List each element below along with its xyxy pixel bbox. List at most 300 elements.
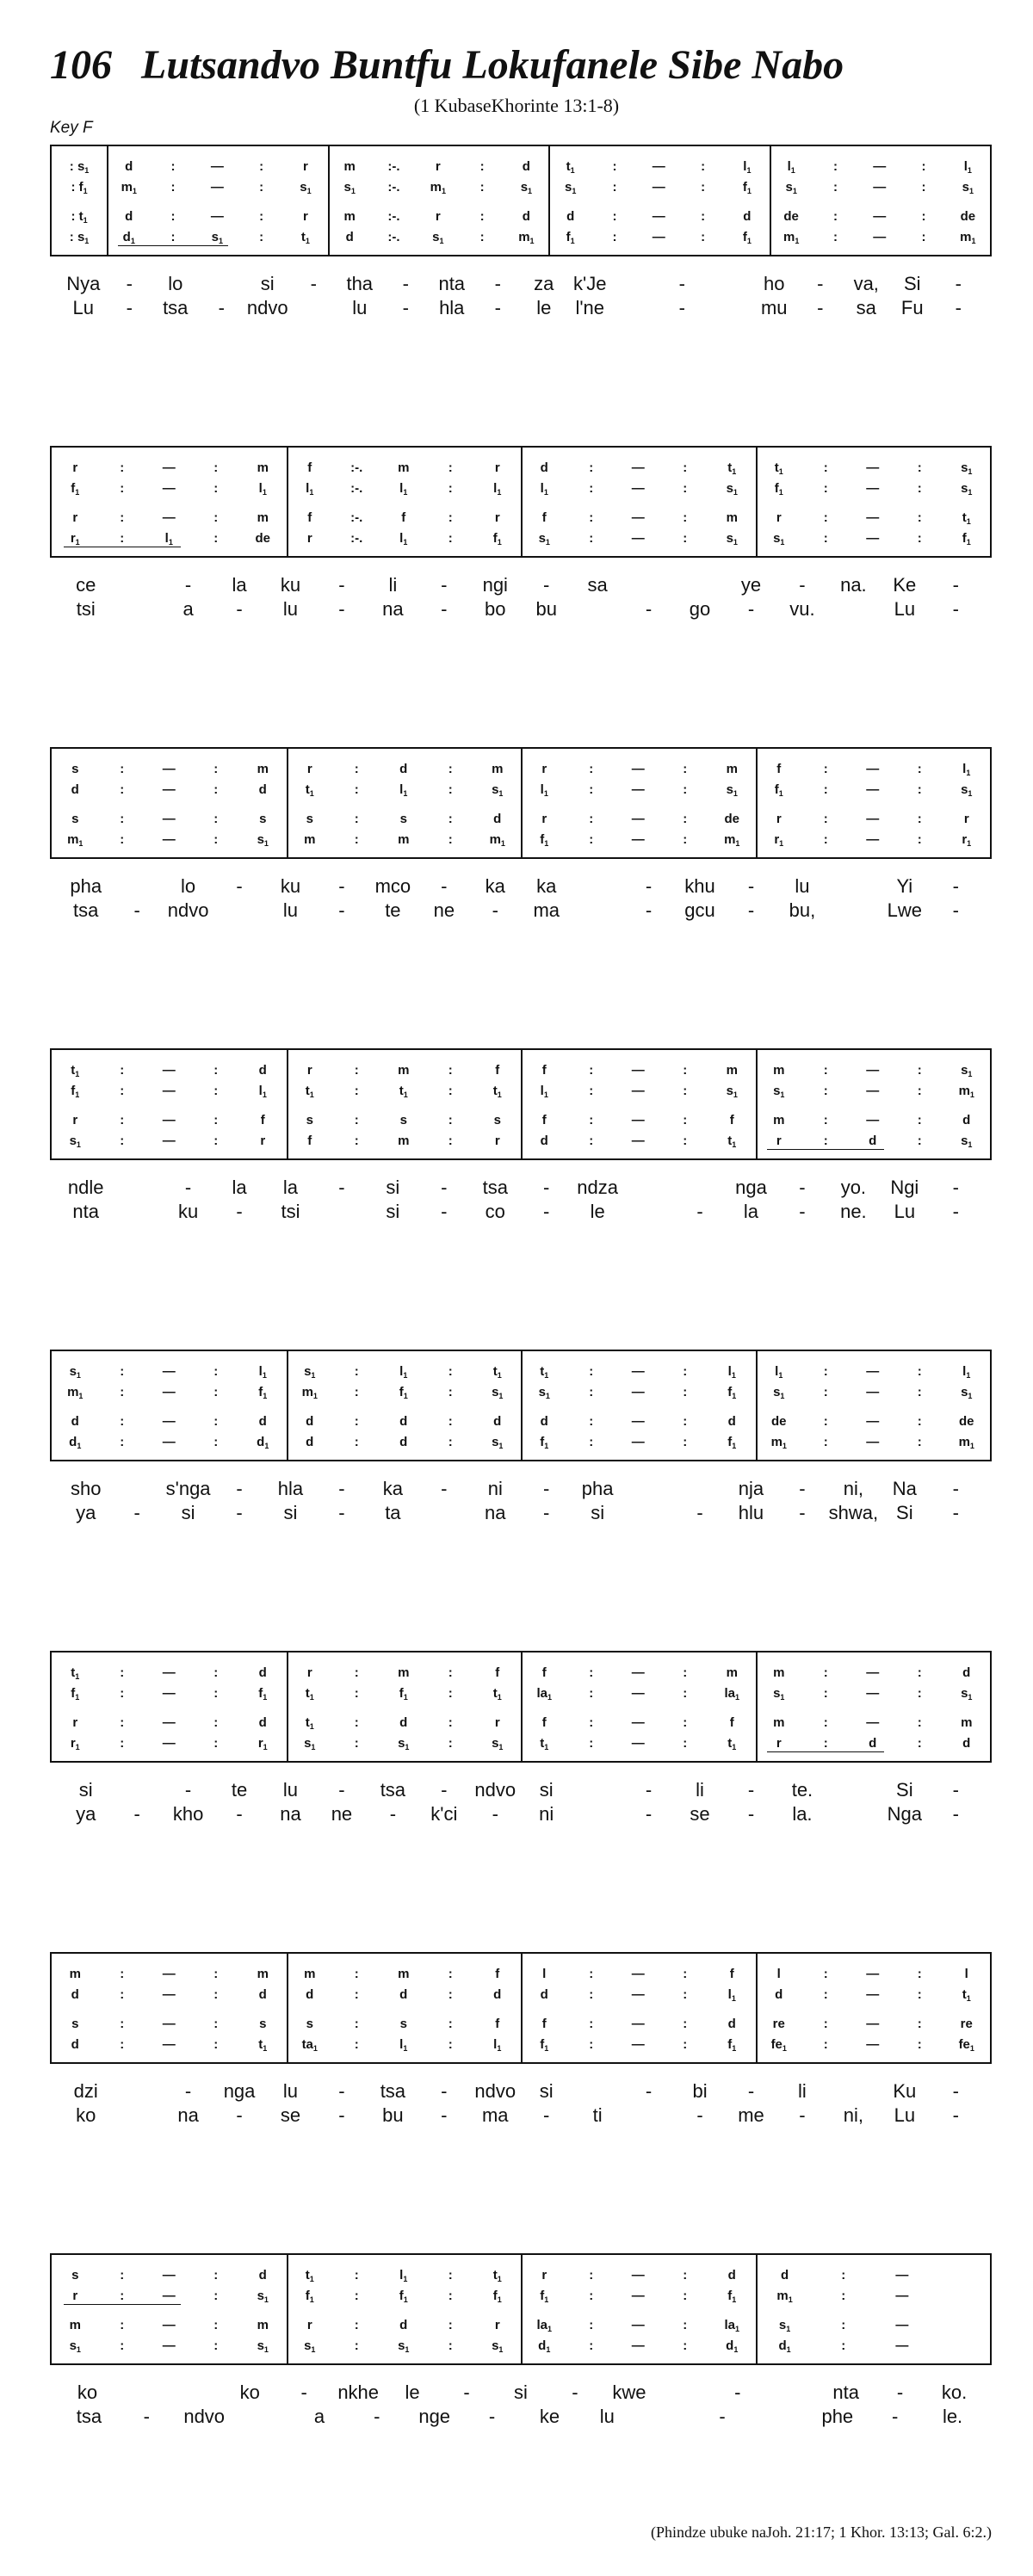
solfa-note: : (823, 1084, 828, 1098)
solfa-note: d (522, 159, 530, 174)
solfa-note: $s_1$ (961, 782, 973, 798)
syllable-hyphen: - (389, 1803, 397, 1825)
solfa-note: m (773, 1715, 785, 1730)
solfa-note: : (917, 1987, 922, 2002)
solfa-note: — (162, 1736, 176, 1751)
solfa-note: $f_1$ (492, 2289, 502, 2304)
solfa-note: : (120, 1113, 125, 1127)
solfa-note: : (213, 812, 219, 826)
lyric-syllable: na (485, 1502, 506, 1523)
lyric-syllable: mco (374, 875, 411, 897)
lyric-line-verse-1 (50, 1477, 992, 1501)
syllable-hyphen: - (799, 2104, 806, 2126)
solfa-note: : (354, 2017, 359, 2031)
solfa-note: — (866, 1686, 880, 1701)
solfa-note: : (683, 1414, 688, 1429)
solfa-note: : (683, 1134, 688, 1148)
solfa-note: $s_1$ (257, 832, 269, 848)
syllable-hyphen: - (952, 899, 959, 921)
solfa-note: $f_1$ (540, 2289, 549, 2304)
solfa-note: : (683, 1063, 688, 1078)
lyric-syllable: nta (832, 2381, 859, 2403)
solfa-note: : (213, 1686, 219, 1701)
solfa-note: $la_1$ (724, 1686, 740, 1702)
solfa-note: $s_1$ (726, 531, 738, 547)
syllable-hyphen: - (184, 574, 192, 596)
solfa-note: : (448, 832, 453, 847)
solfa-note: $s_1$ (520, 180, 533, 195)
system-7 (50, 1952, 992, 2133)
lyric-syllable: si (539, 2080, 554, 2102)
solfa-note: $r_1$ (962, 832, 972, 848)
solfa-note: : (448, 1987, 453, 2002)
lyric-syllable: a (182, 598, 194, 620)
solfa-note: $t_1$ (540, 1736, 549, 1751)
solfa-note: — (866, 782, 880, 797)
solfa-note: r (494, 2318, 500, 2332)
solfa-note: : (354, 1414, 359, 1429)
solfa-note: s (399, 2017, 407, 2031)
solfa-note: : (120, 1987, 125, 2002)
solfa-note: — (162, 1435, 176, 1449)
solfa-note: : (612, 230, 617, 244)
solfa-note: : (683, 832, 688, 847)
solfa-note: : (120, 2268, 125, 2283)
solfa-note: : (683, 1385, 688, 1399)
solfa-note: — (631, 1686, 645, 1701)
solfa-note: — (631, 782, 645, 797)
solfa-note: : (589, 782, 594, 797)
solfa-note: : (683, 1364, 688, 1379)
solfa-note: : (917, 1967, 922, 1981)
lyric-syllable: nga (735, 1177, 767, 1198)
solfa-note: : (589, 762, 594, 776)
solfa-note: : (213, 1063, 219, 1078)
solfa-note: $l_1$ (963, 159, 972, 175)
solfa-note: $t_1$ (727, 460, 737, 476)
solfa-note: $f_1$ (774, 481, 783, 497)
solfa-note: $f_1$ (258, 1385, 268, 1400)
lyric-line-verse-1 (50, 2079, 992, 2103)
solfa-note: : (832, 209, 838, 224)
solfa-note: d (258, 1063, 267, 1078)
solfa-note: : (683, 1715, 688, 1730)
solfa-note: $la_1$ (724, 2318, 740, 2333)
lyric-syllable: nta (72, 1201, 100, 1222)
solfa-note: — (210, 209, 224, 224)
solfa-note: : (120, 1715, 125, 1730)
solfa-note: $s_1$ (726, 481, 738, 497)
lyric-syllable: vu. (789, 598, 815, 620)
solfa-note: $m_1$ (121, 180, 137, 195)
solfa-note: : (120, 782, 125, 797)
solfa-note: : (448, 2338, 453, 2353)
lyric-syllable: Lu (894, 2104, 916, 2126)
syllable-hyphen: - (543, 2104, 550, 2126)
syllable-hyphen: - (543, 1177, 550, 1198)
solfa-note: $s_1$ (257, 2289, 269, 2304)
solfa-note: $t_1$ (492, 1364, 502, 1380)
solfa-note: m (398, 832, 410, 847)
solfa-note: : (448, 1113, 453, 1127)
slur-underline (767, 1149, 884, 1150)
solfa-note: :-. (350, 460, 363, 475)
solfa-note: f (260, 1113, 265, 1127)
lyric-syllable: bo (485, 598, 506, 620)
solfa-note: : (354, 2037, 359, 2052)
solfa-note: d (540, 1134, 548, 1148)
solfa-note: : (823, 1113, 828, 1127)
solfa-note: : (354, 1686, 359, 1701)
solfa-note: $s_1$ (961, 1134, 973, 1149)
solfa-note: : (448, 2318, 453, 2332)
solfa-note: — (631, 510, 645, 525)
syllable-hyphen: - (338, 598, 345, 620)
solfa-note: :-. (387, 209, 400, 224)
solfa-note: : $s_1$ (69, 230, 90, 245)
hymn-title-line (50, 42, 844, 88)
solfa-note: $ta_1$ (301, 2037, 318, 2053)
solfa-note: r (72, 1113, 78, 1127)
solfa-note: : (917, 762, 922, 776)
solfa-note: s (399, 812, 407, 826)
lyric-syllable: ke (539, 2406, 560, 2427)
lyric-syllable: Lu (894, 1201, 916, 1222)
solfa-note: r (541, 762, 547, 776)
syllable-hyphen: - (799, 1201, 806, 1222)
solfa-note: : (589, 1967, 594, 1981)
solfa-note: : (120, 812, 125, 826)
solfa-note: : (479, 159, 485, 174)
solfa-note: $f_1$ (399, 1686, 408, 1702)
solfa-note: : (213, 832, 219, 847)
solfa-note: :-. (350, 510, 363, 525)
solfa-note: s (259, 2017, 267, 2031)
solfa-note: : (170, 159, 176, 174)
solfa-note: : (479, 230, 485, 244)
solfa-note: — (866, 1113, 880, 1127)
solfa-note: — (162, 2338, 176, 2353)
solfa-note: — (866, 1987, 880, 2002)
solfa-note: : (917, 1686, 922, 1701)
solfa-note: : (589, 1084, 594, 1098)
solfa-note: — (652, 209, 665, 224)
solfa-note: : (448, 782, 453, 797)
solfa-note: : (683, 2268, 688, 2283)
solfa-note: d (743, 209, 752, 224)
lyric-line-verse-1 (50, 272, 992, 296)
lyric-syllable: Ke (893, 574, 917, 596)
solfa-note: — (631, 2268, 645, 2283)
solfa-note: : (213, 1364, 219, 1379)
syllable-hyphen: - (645, 875, 653, 897)
lyric-syllable: phe (821, 2406, 854, 2427)
syllable-hyphen: - (133, 1803, 140, 1825)
solfa-note: : (823, 481, 828, 496)
lyric-syllable: bu (382, 2104, 404, 2126)
solfa-note: : (823, 1063, 828, 1078)
solfa-note: $s_1$ (565, 180, 577, 195)
solfa-note: m (304, 832, 316, 847)
hymn-title: Lutsandvo Buntfu Lokufanele Sibe Nabo (141, 42, 844, 88)
solfa-note: : (917, 510, 922, 525)
syllable-hyphen: - (374, 2406, 380, 2427)
solfa-note: $m_1$ (724, 832, 740, 848)
solfa-note: r (72, 1715, 78, 1730)
solfa-note: $s_1$ (492, 1385, 504, 1400)
scripture-reference: (1 KubaseKhorinte 13:1-8) (413, 95, 620, 116)
lyric-syllable: co (485, 1201, 505, 1222)
solfa-note: — (652, 230, 665, 244)
solfa-note: : (354, 1084, 359, 1098)
solfa-note: : (448, 762, 453, 776)
solfa-note: : (589, 481, 594, 496)
lyric-syllable: mu (760, 297, 788, 318)
staff-box (50, 145, 992, 256)
solfa-note: $l_1$ (787, 159, 795, 175)
lyric-line-verse-2 (50, 899, 992, 923)
solfa-note: : (917, 1715, 922, 1730)
solfa-note: $s_1$ (962, 180, 974, 195)
solfa-note: : (683, 1987, 688, 2002)
lyric-syllable: ta (385, 1502, 401, 1523)
solfa-note: : (683, 460, 688, 475)
lyric-syllable: si (78, 1779, 93, 1801)
solfa-note: $s_1$ (492, 1736, 504, 1751)
syllable-hyphen: - (441, 875, 448, 897)
solfa-note: — (631, 1084, 645, 1098)
solfa-note: $s_1$ (69, 1364, 81, 1380)
solfa-note: : (448, 1665, 453, 1680)
solfa-note: f (495, 1063, 500, 1078)
syllable-hyphen: - (645, 598, 653, 620)
solfa-note: $m_1$ (782, 230, 800, 245)
lyric-line-verse-1 (50, 573, 992, 597)
lyric-syllable: pha (581, 1478, 614, 1499)
solfa-note: $s_1$ (773, 1385, 785, 1400)
solfa-note: m (961, 1715, 973, 1730)
solfa-note: d (258, 782, 267, 797)
solfa-note: $m_1$ (958, 1435, 974, 1450)
lyric-syllable: sa (856, 297, 876, 318)
syllable-hyphen: - (952, 1502, 959, 1523)
lyric-syllable: te. (791, 1779, 813, 1801)
solfa-note: : (354, 1364, 359, 1379)
staff-box (50, 1350, 992, 1461)
solfa-note: $f_1$ (727, 1435, 737, 1450)
solfa-note: : (921, 209, 926, 224)
staff-box (50, 1651, 992, 1763)
lyric-syllable: ka (536, 875, 557, 897)
solfa-note: : (448, 1414, 453, 1429)
solfa-note: $t_1$ (305, 2268, 314, 2283)
syllable-hyphen: - (338, 2080, 345, 2102)
syllable-hyphen: - (492, 899, 498, 921)
solfa-note: f (307, 460, 312, 475)
solfa-note: : (701, 230, 706, 244)
solfa-note: de (770, 1414, 787, 1429)
solfa-note: : (448, 1715, 453, 1730)
lyric-syllable: ni (487, 1478, 503, 1499)
syllable-hyphen: - (236, 1502, 243, 1523)
solfa-note: $t_1$ (492, 2268, 502, 2283)
solfa-note: : (354, 1435, 359, 1449)
solfa-note: $s_1$ (538, 1385, 550, 1400)
solfa-note: : (213, 1385, 219, 1399)
solfa-note: : (823, 1736, 828, 1751)
syllable-hyphen: - (441, 1177, 448, 1198)
solfa-note: $l_1$ (540, 782, 548, 798)
solfa-note: $m_1$ (518, 230, 535, 245)
solfa-note: $f_1$ (727, 1385, 737, 1400)
solfa-note: r (963, 812, 969, 826)
solfa-note: $s_1$ (257, 2338, 269, 2354)
solfa-note: : (213, 2318, 219, 2332)
solfa-note: $l_1$ (399, 481, 408, 497)
solfa-note: : (589, 1364, 594, 1379)
solfa-note: s (306, 812, 313, 826)
syllable-hyphen: - (338, 1478, 345, 1499)
solfa-note: r (494, 460, 500, 475)
solfa-note: : (917, 1063, 922, 1078)
syllable-hyphen: - (236, 875, 243, 897)
solfa-note: : (259, 180, 264, 195)
solfa-note: $t_1$ (305, 782, 314, 798)
solfa-note: $l_1$ (727, 1987, 736, 2003)
solfa-note: $l_1$ (743, 159, 752, 175)
solfa-note: $s_1$ (726, 1084, 738, 1099)
solfa-note: l (964, 1967, 968, 1981)
solfa-note: : (120, 2289, 125, 2303)
solfa-note: — (631, 531, 645, 546)
solfa-note: : (921, 159, 926, 174)
solfa-note: — (162, 1084, 176, 1098)
lyric-syllable: va, (853, 273, 879, 294)
solfa-note: $m_1$ (430, 180, 446, 195)
solfa-note: d (399, 1435, 408, 1449)
solfa-note: : (213, 1084, 219, 1098)
syllable-hyphen: - (463, 2381, 470, 2403)
solfa-note: d (522, 209, 530, 224)
solfa-note: : (917, 1084, 922, 1098)
solfa-note: : (120, 1414, 125, 1429)
lyric-syllable: ka (485, 875, 505, 897)
lyric-syllable: lu (352, 297, 368, 318)
solfa-note: : (120, 1967, 125, 1981)
solfa-note: — (631, 1134, 645, 1148)
lyric-line-verse-2 (50, 2405, 992, 2429)
solfa-note: r (306, 2318, 312, 2332)
solfa-note: : (917, 1414, 922, 1429)
solfa-note: $m_1$ (67, 1385, 84, 1400)
lyric-syllable: Na (892, 1478, 917, 1499)
solfa-note: : (917, 1736, 922, 1751)
solfa-note: $l_1$ (775, 1364, 783, 1380)
solfa-note: f (541, 1063, 547, 1078)
lyric-syllable: Nya (66, 273, 101, 294)
solfa-note: d (71, 2037, 79, 2052)
lyric-line-verse-2 (50, 1802, 992, 1826)
solfa-note: : (354, 1385, 359, 1399)
syllable-hyphen: - (441, 1201, 448, 1222)
solfa-note: $m_1$ (776, 2289, 793, 2304)
syllable-hyphen: - (678, 297, 685, 318)
solfa-note: : (823, 832, 828, 847)
solfa-note: r (494, 1134, 500, 1148)
solfa-note: $s_1$ (432, 230, 444, 245)
syllable-hyphen: - (441, 574, 448, 596)
lyric-syllable: si (591, 1502, 605, 1523)
solfa-note: : (213, 762, 219, 776)
solfa-note: f (729, 1715, 734, 1730)
solfa-note: m (398, 1665, 410, 1680)
solfa-note: $s_1$ (211, 230, 224, 245)
lyric-syllable: sa (587, 574, 608, 596)
syllable-hyphen: - (747, 875, 755, 897)
syllable-hyphen: - (696, 1201, 703, 1222)
solfa-note: : (213, 531, 219, 546)
solfa-note: : (448, 531, 453, 546)
syllable-hyphen: - (338, 1502, 345, 1523)
syllable-hyphen: - (338, 1779, 345, 1801)
syllable-hyphen: - (543, 574, 550, 596)
solfa-note: : (213, 1715, 219, 1730)
solfa-note: m (69, 2318, 81, 2332)
solfa-note: : (170, 180, 176, 195)
solfa-note: : (917, 832, 922, 847)
syllable-hyphen: - (747, 1779, 755, 1801)
syllable-hyphen: - (236, 1201, 243, 1222)
solfa-note: : (589, 510, 594, 525)
solfa-note: $la_1$ (536, 1686, 553, 1702)
solfa-note: : (612, 180, 617, 195)
solfa-note: $s_1$ (492, 1435, 504, 1450)
solfa-note: — (162, 1665, 176, 1680)
syllable-hyphen: - (799, 1478, 806, 1499)
solfa-note: r (776, 812, 782, 826)
solfa-note: : (589, 1063, 594, 1078)
lyric-syllable: ndvo (167, 899, 209, 921)
lyric-syllable: Fu (900, 297, 924, 318)
solfa-note: — (162, 812, 176, 826)
solfa-note: $f_1$ (742, 180, 752, 195)
solfa-note: r (494, 510, 500, 525)
lyric-syllable: nja (738, 1478, 764, 1499)
key-signature: Key F (50, 119, 93, 137)
solfa-note: — (631, 1435, 645, 1449)
syllable-hyphen: - (441, 2104, 448, 2126)
solfa-note: $s_1$ (300, 180, 312, 195)
syllable-hyphen: - (952, 1201, 959, 1222)
solfa-note: : (683, 812, 688, 826)
solfa-note: : (259, 209, 264, 224)
solfa-note: f (541, 1665, 547, 1680)
solfa-note: : (683, 1736, 688, 1751)
lyric-syllable: ko. (941, 2381, 968, 2403)
solfa-note: : (612, 209, 617, 224)
solfa-note: — (873, 209, 887, 224)
solfa-note: $f_1$ (727, 2037, 737, 2053)
solfa-note: $t_1$ (305, 1686, 314, 1702)
solfa-note: : (354, 832, 359, 847)
solfa-note: : (354, 812, 359, 826)
solfa-note: r (776, 1134, 782, 1148)
solfa-note: f (729, 1113, 734, 1127)
solfa-note: $s_1$ (492, 2338, 504, 2354)
lyric-syllable: la. (792, 1803, 813, 1825)
lyric-syllable: ni (539, 1803, 554, 1825)
lyric-syllable: hla (277, 1478, 304, 1499)
